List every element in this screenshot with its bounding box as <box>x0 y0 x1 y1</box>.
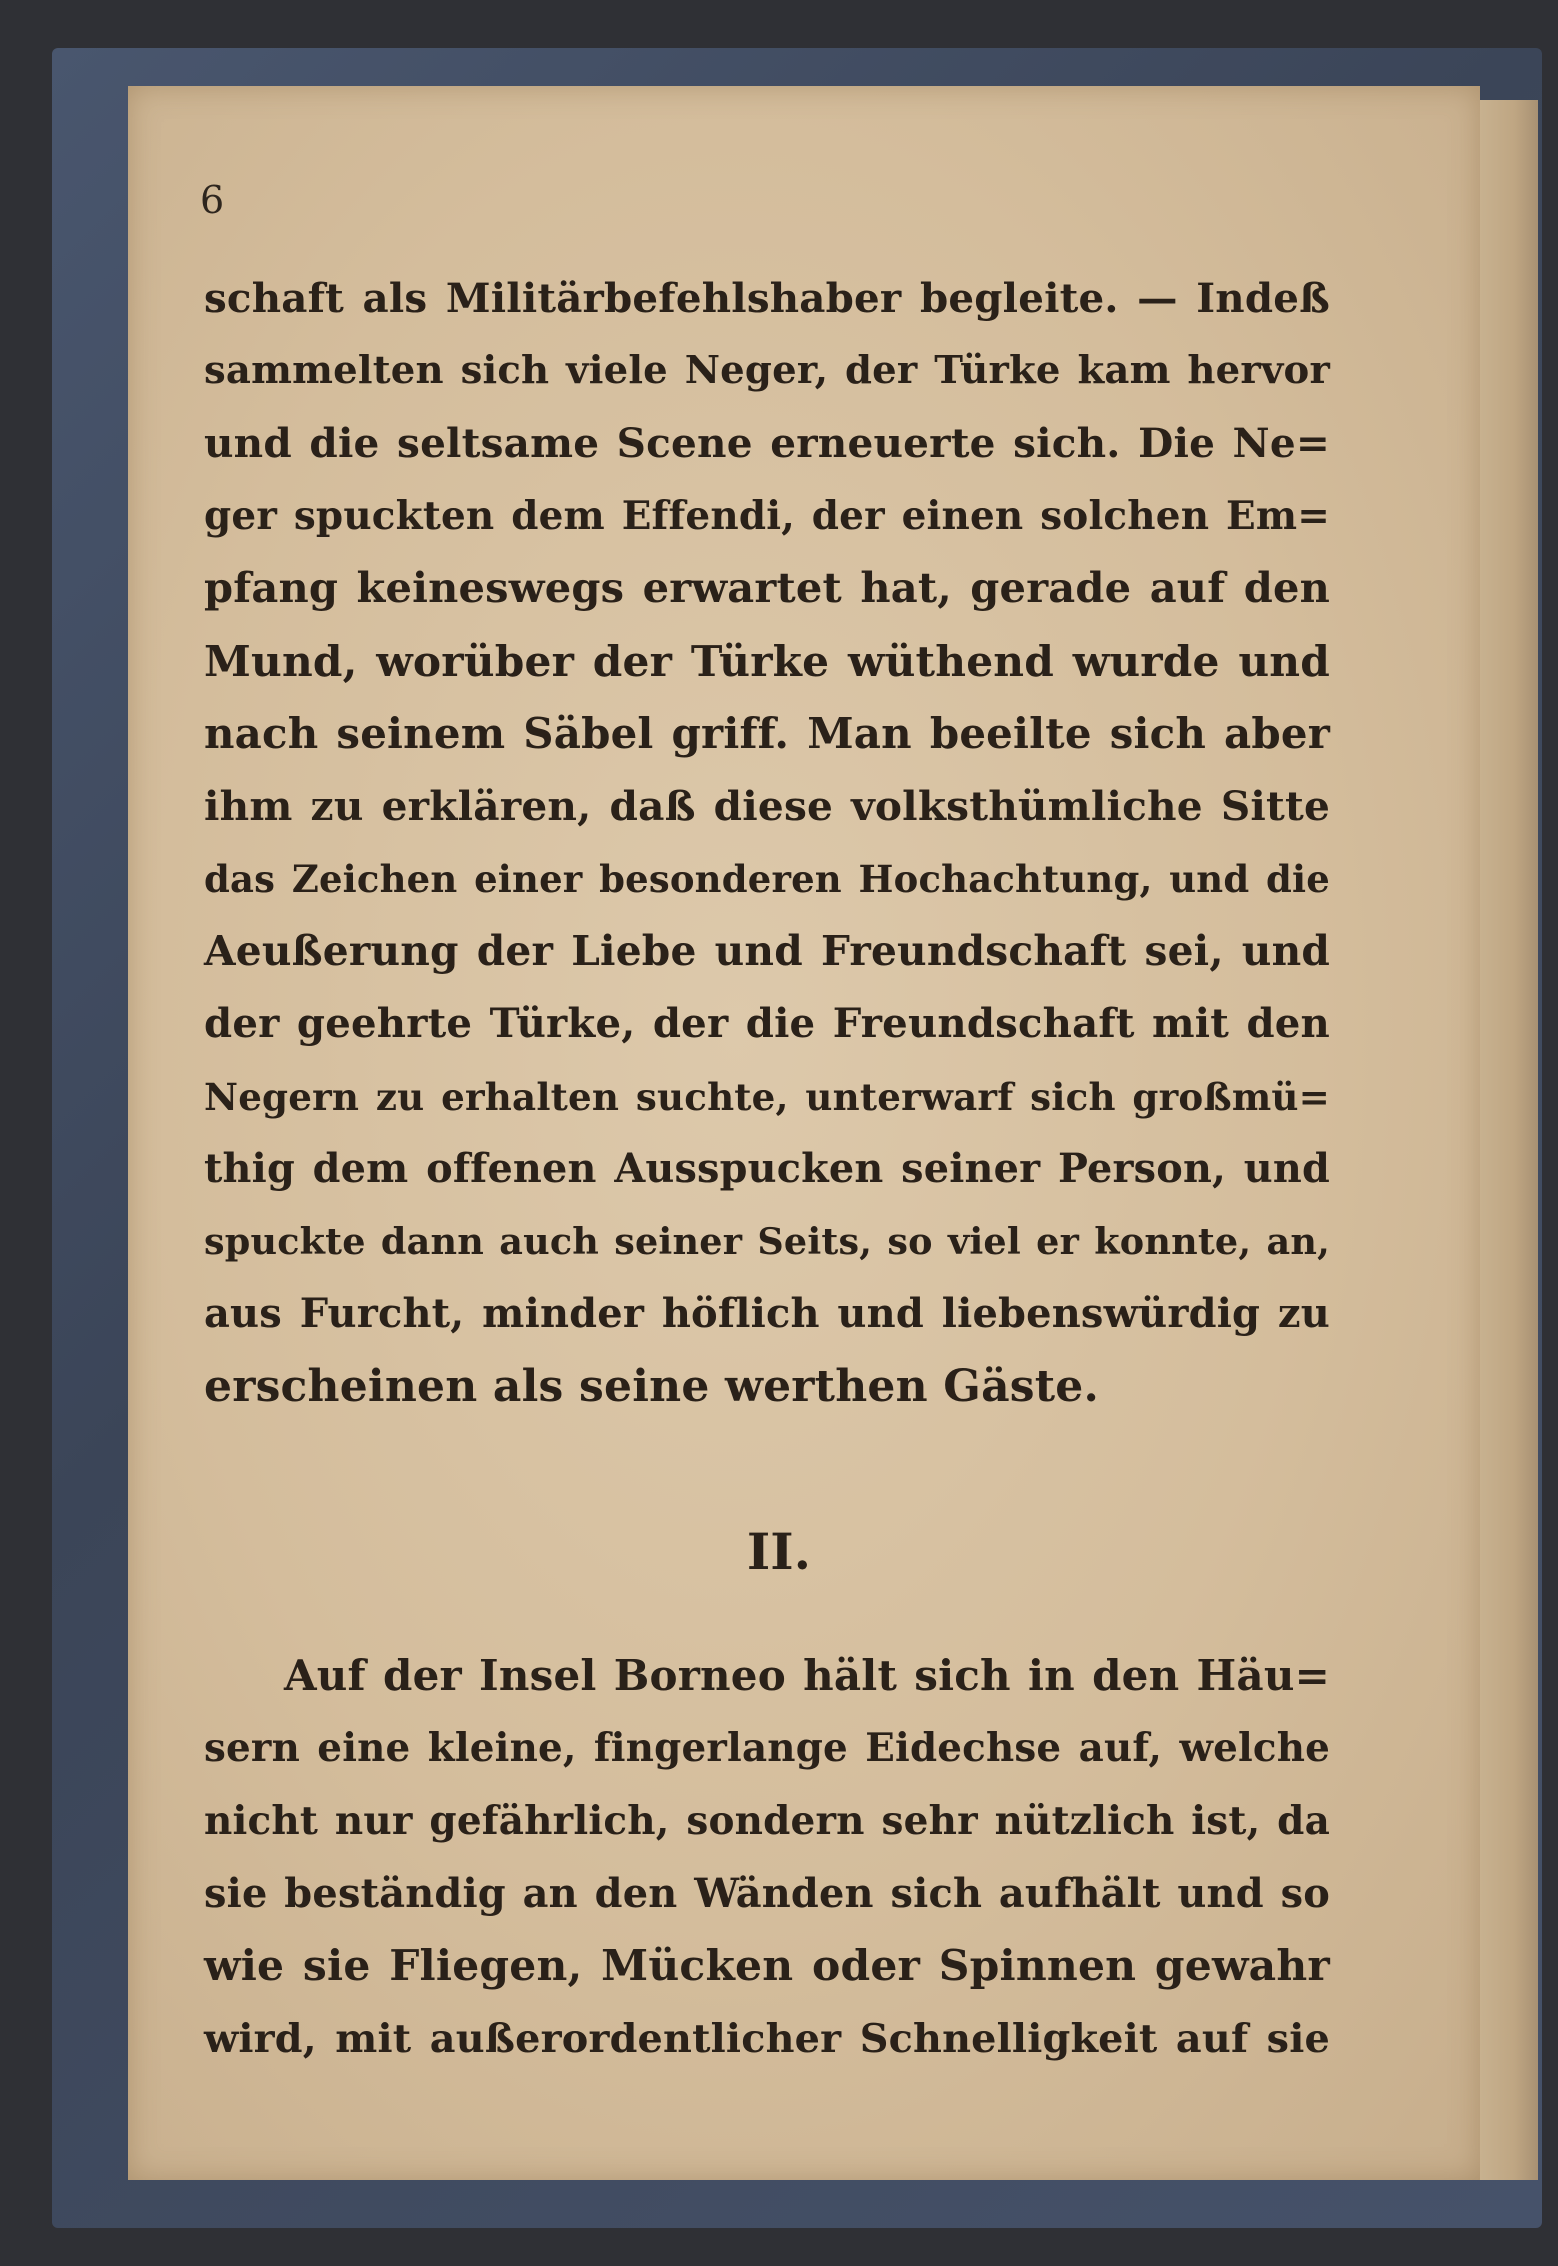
text-line: das Zeichen einer besonderen Hochachtung, und die <box>204 856 1330 901</box>
text-line: nicht nur gefährlich, sondern sehr nützlich ist, da <box>204 1798 1330 1845</box>
section-heading: II. <box>746 1522 812 1581</box>
text-line: schaft als Militärbefehlshaber begleite. — Indeß <box>204 274 1330 322</box>
text-line: Mund, worüber der Türke wüthend wurde und <box>204 635 1330 686</box>
text-line: wird, mit außerordentlicher Schnelligkeit auf sie <box>204 2015 1330 2062</box>
page-number: 6 <box>200 178 225 222</box>
text-line: thig dem offenen Ausspucken seiner Person, und <box>204 1146 1330 1193</box>
text-line: sie beständig an den Wänden sich aufhält und so <box>204 1870 1330 1917</box>
text-line: ihm zu erklären, daß diese volksthümliche Sitte <box>204 782 1330 831</box>
text-line: spuckte dann auch seiner Seits, so viel er konnte, an, <box>204 1219 1330 1263</box>
text-line: und die seltsame Scene erneuerte sich. Die Ne= <box>204 419 1330 468</box>
text-line: Aeußerung der Liebe und Freundschaft sei, und <box>204 927 1330 976</box>
text-line: sammelten sich viele Neger, der Türke kam hervor <box>204 347 1330 393</box>
text-line: aus Furcht, minder höflich und liebenswürdig zu <box>204 1291 1330 1338</box>
paragraph-2 <box>204 1640 1330 2076</box>
text-line: erscheinen als seine werthen Gäste. <box>204 1360 1099 1412</box>
paragraph-1 <box>204 262 1330 1424</box>
text-line: Negern zu erhalten suchte, unterwarf sich großmü= <box>204 1074 1330 1119</box>
facing-page-edge <box>1478 100 1538 2180</box>
text-line: der geehrte Türke, der die Freundschaft mit den <box>204 999 1330 1047</box>
text-line: sern eine kleine, fingerlange Eidechse auf, welche <box>204 1725 1330 1771</box>
text-line: ger spuckten dem Effendi, der einen solchen Em= <box>204 492 1330 539</box>
text-line: nach seinem Säbel griff. Man beeilte sich aber <box>204 708 1330 758</box>
text-line: wie sie Fliegen, Mücken oder Spinnen gewahr <box>204 1941 1330 1992</box>
text-line: pfang keineswegs erwartet hat, gerade auf den <box>204 563 1330 613</box>
text-line: Auf der Insel Borneo hält sich in den Häu= <box>284 1651 1330 1700</box>
